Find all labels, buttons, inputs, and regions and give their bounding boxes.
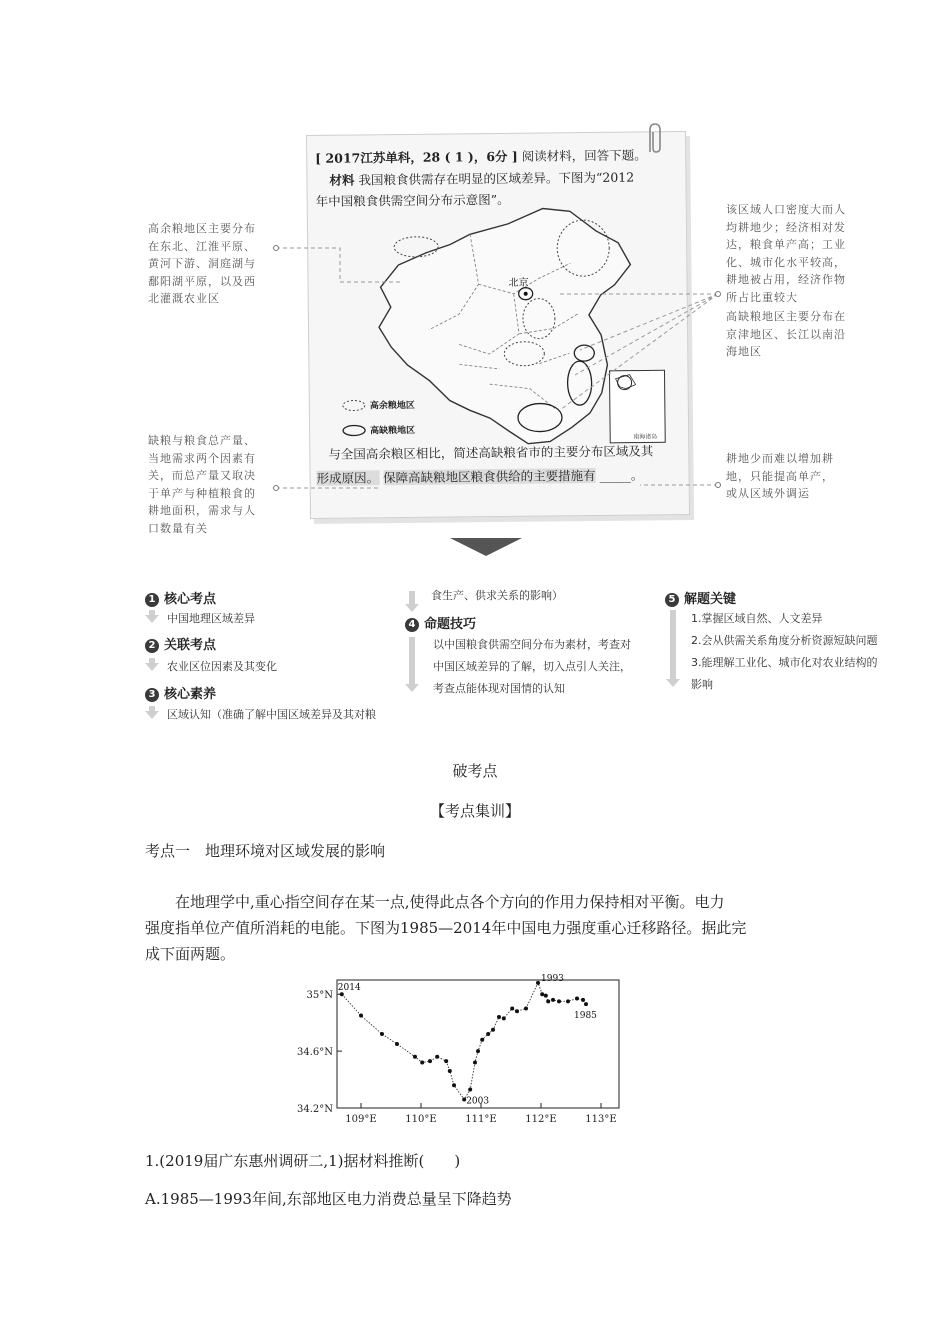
data-point xyxy=(448,1069,452,1073)
dot-right-bottom xyxy=(716,483,721,488)
data-point xyxy=(380,1032,384,1036)
annotation-right-bottom xyxy=(726,450,876,503)
annotation-line: 耕地面积，需求与人 xyxy=(148,504,256,517)
annotation-line: 当地需求两个因素有 xyxy=(148,451,256,465)
step-2-number: 2 xyxy=(145,639,159,653)
step-2-body: 农业区位因素及其变化 xyxy=(167,660,277,673)
arrow-down-icon xyxy=(149,610,155,616)
power-intensity-chart xyxy=(280,972,670,1127)
annotation-line: 口数量有关 xyxy=(148,521,208,535)
year-annotation: 2014 xyxy=(337,983,361,994)
section-subheading: 【考点集训】 xyxy=(429,802,520,820)
map-city-label: 北京 xyxy=(508,277,529,289)
data-point xyxy=(486,1032,490,1036)
question-line-1: 与全国高余粮区相比，简述高缺粮省市的主要分布区域及其 xyxy=(328,443,654,462)
annotation-line: 京津地区、长江以南沿 xyxy=(726,327,846,341)
data-point xyxy=(444,1059,448,1063)
y-axis-ticks xyxy=(297,990,342,1115)
down-triangle-icon xyxy=(450,538,522,558)
steps-column-1 xyxy=(145,588,395,728)
annotation-line: 地，只能提高单产， xyxy=(726,469,834,483)
data-point xyxy=(515,1009,519,1013)
data-point xyxy=(546,999,550,1003)
annotation-line: 在东北、江淮平原、 xyxy=(148,239,256,253)
data-point xyxy=(452,1083,456,1087)
annotation-right-top xyxy=(726,201,876,306)
connector-left-top xyxy=(276,248,400,282)
step-5-line: 影响 xyxy=(691,678,713,691)
step-2-title xyxy=(145,634,216,653)
y-tick-label: 34.2°N xyxy=(296,1104,333,1115)
connector-right-mid-2 xyxy=(575,294,718,375)
annotation-right-mid xyxy=(726,308,876,361)
year-annotation: 1985 xyxy=(574,1011,597,1022)
connector-right-mid-1 xyxy=(580,294,718,350)
material-text-1: 我国粮食供需存在明显的区域差异。下图为“2012 xyxy=(358,169,635,188)
arrow-down-icon xyxy=(670,610,676,680)
data-point xyxy=(468,1088,472,1092)
step-1-body: 中国地理区域差异 xyxy=(167,612,255,625)
annotation-line: 北灌溉农业区 xyxy=(148,292,220,305)
legend-surplus-label: 高余粮地区 xyxy=(369,400,415,412)
legend-deficit-label: 高缺粮地区 xyxy=(370,425,416,437)
step-5-title-text: 解题关键 xyxy=(684,592,737,607)
step-1-title xyxy=(145,588,216,607)
data-point xyxy=(584,1002,588,1006)
data-point xyxy=(428,1059,432,1063)
x-tick-label: 111°E xyxy=(465,1114,497,1125)
year-annotation: 1993 xyxy=(541,973,564,984)
x-tick-label: 110°E xyxy=(405,1114,437,1125)
steps-column-2 xyxy=(405,585,665,705)
step-3-continued: 食生产、供求关系的影响） xyxy=(431,589,563,602)
annotation-line: 所占比重较大 xyxy=(726,290,798,304)
data-point xyxy=(524,1006,528,1010)
data-point xyxy=(566,999,570,1003)
step-3-title-text: 核心素养 xyxy=(164,687,217,702)
annotation-line: 关，而总产量又取决 xyxy=(148,469,256,482)
topic-heading: 考点一 地理环境对区域发展的影响 xyxy=(145,842,386,860)
passage-line-1: 在地理学中,重心指空间存在某一点,使得此点各个方向的作用力保持相对平衡。电力 xyxy=(175,893,725,911)
arrow-down-icon xyxy=(149,706,155,712)
data-point xyxy=(359,1014,363,1018)
data-point xyxy=(473,1060,477,1064)
chart-annotations xyxy=(338,974,597,1107)
data-point xyxy=(540,992,544,996)
annotation-line: 黄河下游、洞庭湖与 xyxy=(148,257,256,270)
material-label: 材料 xyxy=(329,172,355,188)
annotation-line: 高缺粮地区主要分布在 xyxy=(726,310,846,323)
steps-column-3 xyxy=(665,588,905,698)
dot-right-top xyxy=(716,292,721,297)
step-4-title-text: 命题技巧 xyxy=(424,617,477,632)
material-text-2: 年中国粮食供需空间分布示意图”。 xyxy=(315,191,510,209)
annotation-line: 化、城市化水平较高， xyxy=(726,255,846,269)
step-4-line: 中国区域差异的了解，切入点引人关注， xyxy=(433,660,631,673)
data-point xyxy=(491,1028,495,1032)
x-tick-label: 112°E xyxy=(525,1114,557,1125)
annotation-line: 海地区 xyxy=(726,345,762,358)
arrow-down-icon xyxy=(409,637,415,685)
step-4-title xyxy=(405,613,476,632)
step-2-title-text: 关联考点 xyxy=(164,638,217,653)
source-instruction: 阅读材料，回答下题。 xyxy=(521,147,647,164)
y-tick-label: 35°N xyxy=(306,990,333,1002)
step-3-body: 区域认知（准确了解中国区域差异及其对粮 xyxy=(167,708,376,721)
annotation-line: 高余粮地区主要分布 xyxy=(148,222,256,235)
question-blank: _____。 xyxy=(599,467,644,483)
step-5-line: 3.能理解工业化、城市化对农业结构的 xyxy=(691,656,878,669)
annotation-line: 或从区域外调运 xyxy=(726,487,810,500)
step-4-line: 以中国粮食供需空间分布为素材，考查对 xyxy=(433,638,631,651)
arrow-down-icon xyxy=(409,591,415,605)
y-tick-label: 34.6°N xyxy=(296,1047,333,1059)
step-1-title-text: 核心考点 xyxy=(164,592,217,607)
section-heading: 破考点 xyxy=(452,762,498,780)
data-point xyxy=(435,1055,439,1059)
step-1-number: 1 xyxy=(145,593,159,607)
series-points xyxy=(337,981,588,1102)
annotation-line: 该区域人口密度大而人 xyxy=(726,203,846,216)
data-point xyxy=(575,996,579,1000)
step-4-line: 考查点能体现对国情的认知 xyxy=(433,682,565,695)
data-point xyxy=(544,994,548,998)
data-point xyxy=(557,999,561,1003)
passage-line-2: 强度指单位产值所消耗的电能。下图为1985—2014年中国电力强度重心迁移路径。据此完 xyxy=(145,919,747,937)
annotation-line: 鄱阳湖平原，以及西 xyxy=(148,274,256,288)
data-point xyxy=(497,1015,501,1019)
inset-label: 南海诸岛 xyxy=(633,433,658,441)
annotation-line: 耕地少而难以增加耕 xyxy=(726,452,834,465)
question-stem: 1.(2019届广东惠州调研二,1)据材料推断( ) xyxy=(145,1152,461,1170)
x-tick-label: 109°E xyxy=(345,1114,377,1125)
data-point xyxy=(510,1006,514,1010)
data-point xyxy=(476,1049,480,1053)
data-point xyxy=(502,1016,506,1020)
step-4-body xyxy=(433,634,631,700)
data-point xyxy=(420,1060,424,1064)
source-tag: [ 2017江苏单科，28 ( 1 )，6分 ] xyxy=(315,148,518,166)
annotation-line: 达，粮食单产高；工业 xyxy=(726,238,846,251)
data-point xyxy=(395,1042,399,1046)
step-5-line: 1.掌握区域自然、人文差异 xyxy=(691,612,823,625)
data-point xyxy=(480,1038,484,1042)
connector-right-mid-3 xyxy=(560,294,718,410)
annotation-line: 均耕地少；经济相对发 xyxy=(726,220,846,234)
data-point xyxy=(413,1055,417,1059)
step-5-body xyxy=(691,608,878,696)
data-point xyxy=(581,998,585,1002)
step-4-number: 4 xyxy=(405,618,419,632)
passage xyxy=(145,889,825,967)
option-a[interactable]: A.1985—1993年间,东部地区电力消费总量呈下降趋势 xyxy=(145,1190,512,1208)
step-5-line: 2.会从供需关系角度分析资源短缺问题 xyxy=(691,634,878,647)
annotation-left-top xyxy=(148,220,278,308)
annotation-line: 缺粮与粮食总产量、 xyxy=(148,434,256,447)
year-annotation: 2003 xyxy=(466,1096,490,1107)
annotation-left-bottom xyxy=(148,432,278,537)
annotation-line: 耕地被占用，经济作物 xyxy=(726,273,846,286)
step-3-number: 3 xyxy=(145,688,159,702)
arrow-down-icon xyxy=(149,658,155,664)
question-reason: 形成原因。 xyxy=(316,470,380,486)
annotation-line: 于单产与种植粮食的 xyxy=(148,486,256,500)
data-point xyxy=(536,981,540,985)
passage-line-3: 成下面两题。 xyxy=(145,945,236,963)
x-tick-label: 113°E xyxy=(585,1114,617,1125)
step-5-title xyxy=(665,588,736,607)
data-point xyxy=(551,998,555,1002)
step-3-title xyxy=(145,683,216,702)
step-5-number: 5 xyxy=(665,593,679,607)
question-measures: 保障高缺粮地区粮食供给的主要措施有 xyxy=(383,467,596,486)
